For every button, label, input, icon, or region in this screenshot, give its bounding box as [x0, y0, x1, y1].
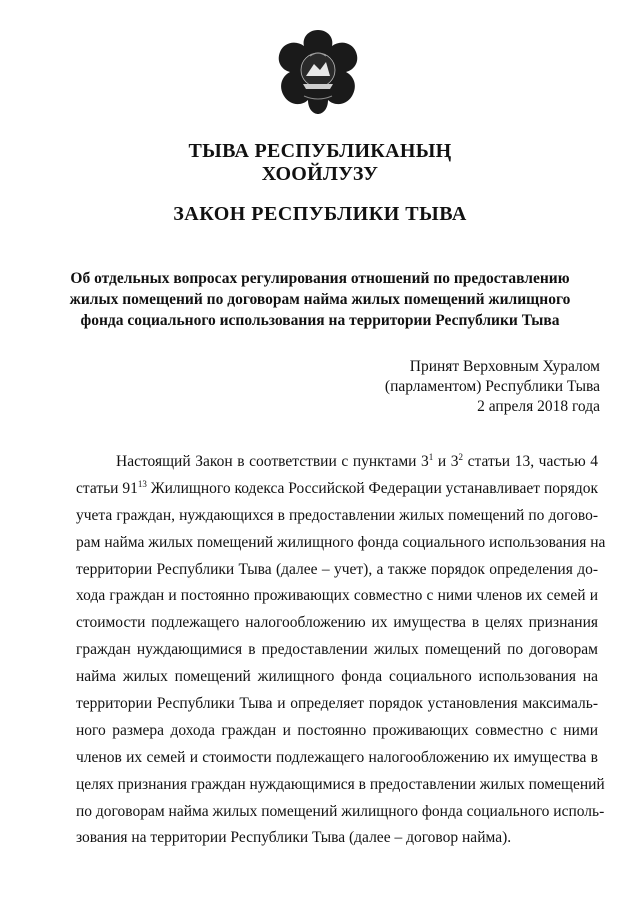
header-title-tuvan: ТЫВА РЕСПУБЛИКАНЫҢ [188, 140, 452, 162]
adoption-line: Принят Верховным Хуралом [409, 358, 600, 375]
emblem-tuva-icon [270, 26, 366, 116]
law-subtitle [60, 268, 580, 331]
preamble-line: стоимости подлежащего налогообложению их имущества в целях признания [76, 614, 598, 632]
law-preamble [76, 449, 606, 852]
preamble-line: членов их семей и стоимости подлежащего налогообложению их имущества в [76, 748, 598, 766]
adoption-date: 2 апреля 2018 года [477, 398, 600, 415]
preamble-line: целях признания граждан нуждающимися в предоставлении жилых помещений [76, 775, 605, 793]
preamble-line: ного размера дохода граждан и постоянно проживающих совместно с ними [76, 721, 598, 739]
preamble-line: территории Республики Тыва и определяет порядок установления максималь- [76, 695, 598, 713]
preamble-line: статьи $91^{13}$ Жилищного кодекса Российской Федерации устанавливает порядок [76, 478, 599, 497]
subtitle-line: фонда социального использования на территории Республики Тыва [80, 312, 560, 329]
header-title-russian: ЗАКОН РЕСПУБЛИКИ ТЫВА [173, 203, 467, 225]
preamble-line: рам найма жилых помещений жилищного фонда социального использования на [76, 533, 606, 551]
preamble-line: по договорам найма жилых помещений жилищного фонда социального исполь- [76, 802, 605, 820]
subtitle-line: Об отдельных вопросах регулирования отношений по предоставлению [70, 270, 570, 287]
header-title-tuvan-law: ХООЙЛУЗУ [261, 163, 379, 185]
preamble-line: территории Республики Тыва (далее – учет), а также порядок определения до- [76, 560, 598, 578]
preamble-line: Настоящий Закон в соответствии с пунктами $3^1$ и $3^2$ статьи 13, частью 4 [116, 451, 598, 470]
preamble-line: граждан нуждающимися в предоставлении жилых помещений по договорам [76, 641, 598, 659]
preamble-line: зования на территории Республики Тыва (далее – договор найма). [76, 829, 512, 847]
preamble-line: учета граждан, нуждающихся в предоставлении жилых помещений по догово- [76, 506, 598, 524]
preamble-line: найма жилых помещений жилищного фонда социального использования на [76, 668, 598, 686]
adoption-line: (парламентом) Республики Тыва [384, 378, 600, 395]
adoption-note [385, 357, 600, 417]
subtitle-line: жилых помещений по договорам найма жилых помещений жилищного [69, 291, 571, 308]
preamble-line: хода граждан и постоянно проживающих совместно с ними членов их семей и [76, 587, 598, 605]
